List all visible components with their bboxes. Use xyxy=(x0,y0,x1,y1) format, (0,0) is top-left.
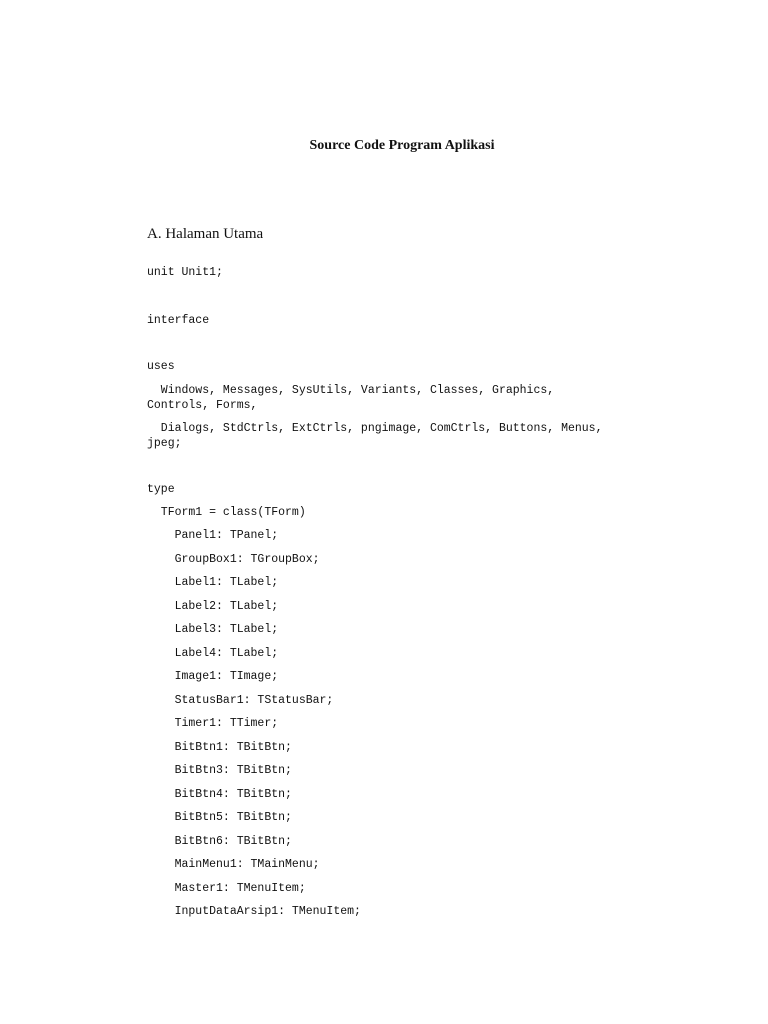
code-line: Image1: TImage; xyxy=(147,670,279,683)
code-line: Master1: TMenuItem; xyxy=(147,882,306,895)
code-line: BitBtn5: TBitBtn; xyxy=(147,811,292,824)
code-line: MainMenu1: TMainMenu; xyxy=(147,858,320,871)
code-line: BitBtn4: TBitBtn; xyxy=(147,788,292,801)
code-line: BitBtn1: TBitBtn; xyxy=(147,741,292,754)
code-line: InputDataArsip1: TMenuItem; xyxy=(147,905,361,918)
code-line: interface xyxy=(147,314,210,327)
section-heading: A. Halaman Utama xyxy=(147,226,264,242)
code-line: jpeg; xyxy=(147,437,182,450)
code-line: Label1: TLabel; xyxy=(147,576,279,589)
code-line: BitBtn3: TBitBtn; xyxy=(147,764,292,777)
code-line: StatusBar1: TStatusBar; xyxy=(147,694,334,707)
code-line: Label3: TLabel; xyxy=(147,623,279,636)
code-line: Label2: TLabel; xyxy=(147,600,279,613)
code-line: GroupBox1: TGroupBox; xyxy=(147,553,320,566)
code-line: type xyxy=(147,483,175,496)
code-line: Dialogs, StdCtrls, ExtCtrls, pngimage, ComCtrls, Buttons, Menus, xyxy=(147,422,603,435)
code-line: Label4: TLabel; xyxy=(147,647,279,660)
code-line: BitBtn6: TBitBtn; xyxy=(147,835,292,848)
code-line: TForm1 = class(TForm) xyxy=(147,506,306,519)
code-line: Panel1: TPanel; xyxy=(147,529,279,542)
code-line: Timer1: TTimer; xyxy=(147,717,279,730)
code-line: Controls, Forms, xyxy=(147,399,258,412)
page-title: Source Code Program Aplikasi xyxy=(309,138,495,153)
code-line: Windows, Messages, SysUtils, Variants, Classes, Graphics, xyxy=(147,384,555,397)
code-line: unit Unit1; xyxy=(147,266,223,279)
code-line: uses xyxy=(147,360,175,373)
